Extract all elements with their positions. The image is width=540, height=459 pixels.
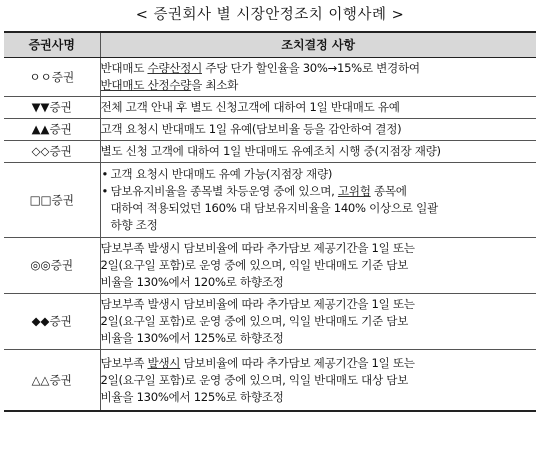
measure-line: 비율을 130%에서 125%로 하향조정 [100,389,284,404]
table-row [4,163,536,238]
table-row [4,294,536,350]
measure-line: 2일(요구일 포함)로 운영 중에 있으며, 익일 반대매도 기준 담보 [100,314,409,328]
table-row [4,119,536,141]
company-name: ▲▲증권 [4,119,100,141]
measure-line: 전체 고객 안내 후 별도 신청고객에 대하여 1일 반대매도 유예 [100,100,400,114]
measure-line: 반대매도 산정수량을 최소화 [100,78,239,92]
measure-line: 2일(요구일 포함)로 운영 중에 있으며, 익일 반대매도 대상 담보 [100,372,409,387]
measure-line: 비율을 130%에서 125%로 하향조정 [100,331,284,345]
measure-cell [100,119,536,141]
measure-line: • 담보유지비율을 종목별 차등운영 중에 있으며, 고위험 종목에 [101,183,537,200]
header-company: 증권사명 [4,32,100,58]
measure-line: 하향 조정 [110,218,158,232]
underlined-text: 수량산정시 [147,61,202,75]
measure-line: 담보부족 발생시 담보비율에 따라 추가담보 제공기간을 1일 또는 [100,297,415,311]
measure-line: 비율을 130%에서 120%로 하향조정 [100,275,284,289]
measure-cell [100,141,536,163]
table-row [4,97,536,119]
measure-line: 담보부족 발생시 담보비율에 따라 추가담보 제공기간을 1일 또는 [100,355,415,370]
measure-cell [100,58,536,97]
table-header-row [4,32,536,58]
company-name: ㅇㅇ증권 [4,58,100,97]
measure-cell [100,238,536,294]
underlined-text: 발생시 [147,355,181,370]
company-name: ▼▼증권 [4,97,100,119]
measure-line: 반대매도 수량산정시 주당 단가 할인율을 30%→15%로 변경하여 [100,61,420,75]
measure-cell [100,97,536,119]
measure-line: • 고객 요청시 반대매도 유예 가능(지점장 재량) [101,166,537,183]
underlined-text: 고위험 [337,184,371,198]
company-name: ◇◇증권 [4,141,100,163]
measure-cell [100,350,536,412]
measures-table [4,31,536,412]
table-title: < 증권회사 별 시장안정조치 이행사례 > [135,7,405,23]
measure-line: 대하여 적용되었던 160% 대 담보유지비율을 140% 이상으로 일괄 [110,201,438,215]
table-row [4,58,536,97]
company-name: ◆◆증권 [4,294,100,350]
company-name: □□증권 [4,163,100,238]
measure-line: 2일(요구일 포함)로 운영 중에 있으며, 익일 반대매도 기준 담보 [100,258,409,272]
measure-line: 담보부족 발생시 담보비율에 따라 추가담보 제공기간을 1일 또는 [100,241,415,255]
measure-cell [100,294,536,350]
table-row [4,350,536,412]
measure-cell [100,163,536,238]
table-row [4,238,536,294]
company-name: ◎◎증권 [4,238,100,294]
header-measure: 조치결정 사항 [100,32,536,58]
table-row [4,141,536,163]
measure-line: 별도 신청 고객에 대하여 1일 반대매도 유예조치 시행 중(지점장 재량) [100,144,441,158]
company-name: △△증권 [4,350,100,412]
measure-line: 고객 요청시 반대매도 1일 유예(담보비율 등을 감안하여 결정) [100,122,402,136]
underlined-text: 반대매도 산정수량 [100,78,192,92]
